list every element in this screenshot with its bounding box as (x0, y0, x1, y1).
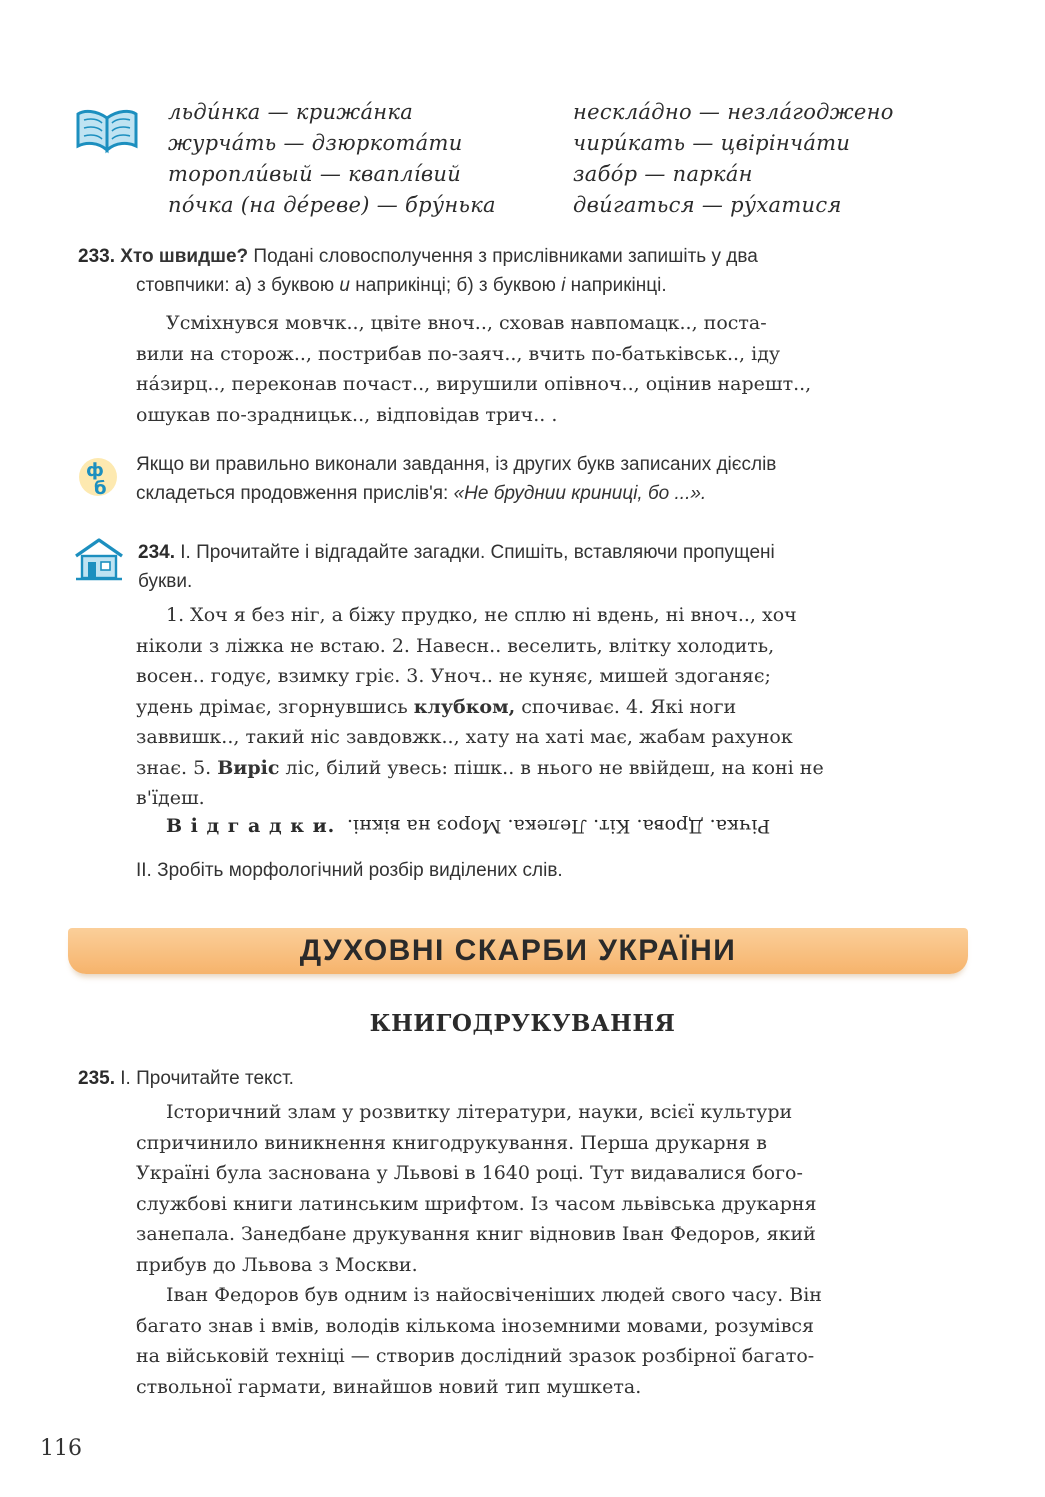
letter: і (561, 275, 566, 296)
exercise-title: Хто швидше? (120, 246, 249, 267)
hint-line: складеться продовження прислів'я: (136, 483, 454, 504)
svg-text:б: б (94, 478, 107, 499)
text-line (136, 753, 958, 784)
text-line: ствольної гармати, винайшов новий тип мушкета. (136, 1375, 642, 1398)
text-line: багато знав і вмів, володів кількома іноземними мовами, розумівся (136, 1314, 815, 1337)
text-line: Історичний злам у розвитку літератури, науки, всієї культури (166, 1101, 793, 1123)
exercise-233-phrases (136, 308, 958, 430)
text-fragment: ліс, білий увесь: пішк.. в нього не ввійдеш, на коні не (279, 756, 824, 779)
vocab-row (168, 189, 928, 220)
exercise-235-task (78, 1064, 294, 1093)
text-line: 1. Хоч я без ніг, а біжу прудко, не сплю ні вдень, ні вноч.., хоч (166, 604, 797, 626)
exercise-233-task (78, 242, 958, 300)
answers-upside-down: Річка. Дрова. Кіт. Лелека. Мороз на вікні. (347, 815, 771, 837)
vocab-row (168, 158, 928, 189)
text-fragment: удень дрімає, згорнувшись (136, 695, 414, 718)
vocab-row (168, 96, 928, 127)
exercise-235-text (136, 1097, 958, 1402)
text-fragment: знає. 5. (136, 756, 218, 779)
exercise-number: 234. (138, 542, 175, 563)
vocab-pair-right: чири́кать — цвірінча́ти (573, 130, 851, 155)
hint-text (136, 450, 966, 508)
text-line: на́зирц.., переконав почаст.., вирушили опівноч.., оцінив нарешт.., (136, 373, 812, 395)
riddle-answers (166, 815, 771, 837)
task-text: букви. (138, 571, 193, 592)
text-line: ніколи з ліжка не встаю. 2. Навесн.. веселить, влітку холодить, (136, 634, 775, 657)
exercise-number: 235. (78, 1068, 115, 1089)
task-text: І. Прочитайте і відгадайте загадки. Спишіть, вставляючи пропущені (174, 542, 775, 563)
text-line: вили на сторож.., пострибав по-заяч.., вчить по-батьківськ.., іду (136, 342, 781, 365)
letters-puzzle-icon (78, 452, 118, 502)
vocab-pair-right: нескла́дно — незла́годжено (573, 99, 894, 124)
text-line: в'їдеш. (136, 787, 205, 809)
hint-line: Якщо ви правильно виконали завдання, із других букв записаних дієслів (136, 454, 777, 475)
vocab-pair-left: торопли́вый — кваплі́вий (168, 161, 462, 186)
task-text: Подані словосполучення з прислівниками запишіть у два (248, 246, 758, 267)
task-text: наприкінці; б) з буквою (349, 275, 562, 296)
svg-text:ф: ф (86, 460, 104, 481)
task-text: стовпчики: а) з буквою (136, 275, 340, 296)
vocab-pair-right: дви́гаться — ру́хатися (573, 192, 842, 217)
vocab-row (168, 127, 928, 158)
text-line: Іван Федоров був одним із найосвіченіших людей свого часу. Він (166, 1284, 822, 1306)
vocabulary-list (168, 96, 928, 220)
task-text: наприкінці. (565, 275, 667, 296)
text-line: занепала. Занедбане друкування книг відновив Іван Федоров, який (136, 1223, 816, 1245)
text-line: Усміхнувся мовчк.., цвіте вноч.., сховав навпомацк.., поста- (166, 312, 767, 334)
section-banner (68, 928, 968, 974)
exercise-234-part2: ІІ. Зробіть морфологічний розбір виділених слів. (136, 860, 563, 881)
text-line: спричинило виникнення книгодрукування. Перша друкарня в (136, 1131, 767, 1154)
text-line: восен.. годує, взимку гріє. 3. Уноч.. не куняє, мишей здоганяє; (136, 665, 771, 687)
proverb: «Не бруднии криниці, бо ...». (453, 483, 707, 504)
text-line: службові книги латинським шрифтом. Із часом львівська друкарня (136, 1192, 817, 1215)
riddles-text (136, 600, 958, 814)
home-task-icon (72, 536, 126, 582)
text-line (136, 692, 958, 723)
text-fragment: спочиває. 4. Які ноги (515, 695, 737, 718)
vocab-pair-left: журча́ть — дзюркота́ти (168, 130, 463, 155)
banner-title: ДУХОВНІ СКАРБИ УКРАЇНИ (299, 934, 737, 967)
text-line: Україні була заснована у Львові в 1640 році. Тут видавалися бого- (136, 1162, 803, 1184)
vocab-pair-right: забо́р — парка́н (573, 161, 753, 186)
text-line: прибув до Львова з Москви. (136, 1253, 418, 1276)
exercise-number: 233. (78, 246, 115, 267)
open-book-icon (74, 104, 140, 154)
answers-label: В і д г а д к и. (166, 815, 336, 837)
letter: и (339, 275, 350, 296)
text-line: на військовій техніці — створив дослідний зразок розбірної багато- (136, 1345, 815, 1367)
highlighted-word: клубком, (413, 695, 516, 718)
section-heading: КНИГОДРУКУВАННЯ (369, 1010, 676, 1037)
task-text: І. Прочитайте текст. (114, 1068, 294, 1089)
highlighted-word: Виріс (217, 756, 280, 779)
text-line: заввишк.., такий ніс завдовжк.., хату на хаті має, жабам рахунок (136, 726, 793, 748)
exercise-234-task (138, 538, 960, 596)
vocab-pair-left: по́чка (на де́реве) — бру́нька (168, 192, 496, 217)
page-number: 116 (40, 1436, 82, 1461)
vocab-pair-left: льди́нка — крижа́нка (168, 99, 414, 124)
text-line: ошукав по-зрадницьк.., відповідав трич.. . (136, 403, 558, 426)
